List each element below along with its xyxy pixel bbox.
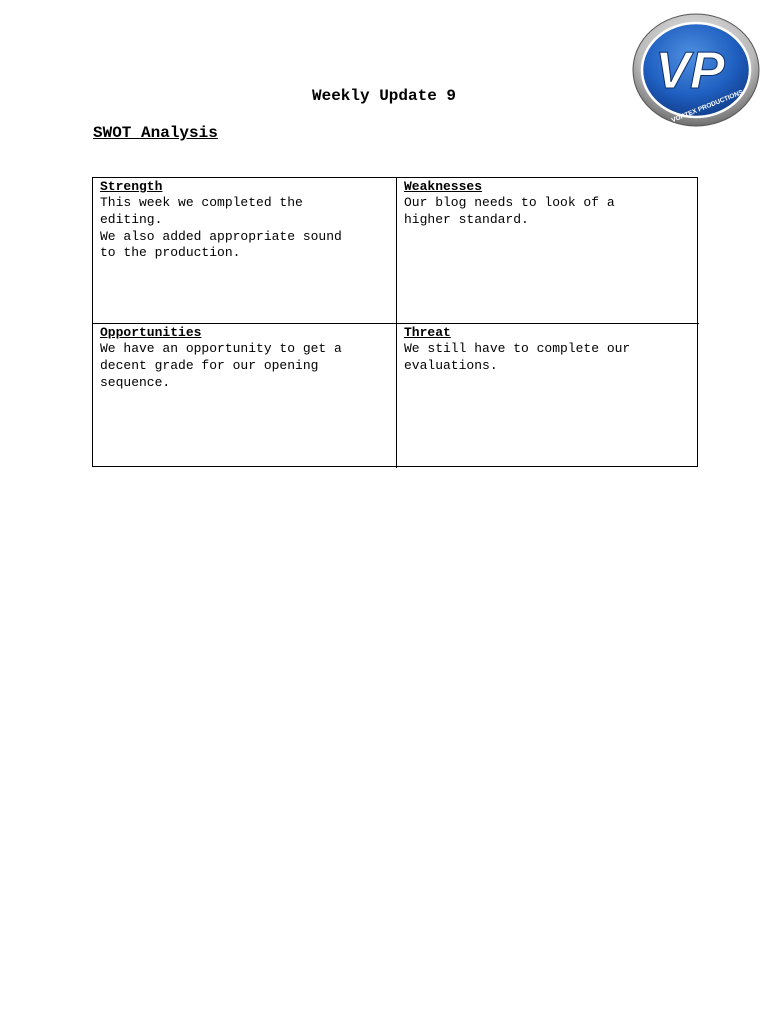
strength-line: This week we completed the [100,195,303,210]
weaknesses-cell [396,178,699,323]
opportunities-line: We have an opportunity to get a [100,341,342,356]
weaknesses-line: Our blog needs to look of a [404,195,615,210]
weaknesses-heading: Weaknesses [404,179,483,194]
weaknesses-line: higher standard. [404,211,529,227]
strength-line: to the production. [100,245,241,261]
threat-line: We still have to complete our [404,341,631,356]
strength-heading: Strength [100,179,163,194]
threat-line: evaluations. [404,357,498,373]
page-title: Weekly Update 9 [311,87,457,105]
opportunities-line: decent grade for our opening [100,357,319,373]
strength-cell [93,178,396,323]
svg-text:VP: VP [655,42,725,100]
strength-line: We also added appropriate sound [100,228,342,244]
opportunities-cell [93,323,396,468]
vortex-productions-logo [630,10,762,128]
threat-cell [396,323,699,468]
strength-line: editing. [100,211,163,227]
swot-table [92,177,698,467]
section-heading: SWOT Analysis [93,124,218,142]
opportunities-line: sequence. [100,374,171,390]
logo-caption: VORTEX PRODUCTIONS [670,89,745,125]
threat-heading: Threat [404,325,451,340]
opportunities-heading: Opportunities [100,325,202,340]
